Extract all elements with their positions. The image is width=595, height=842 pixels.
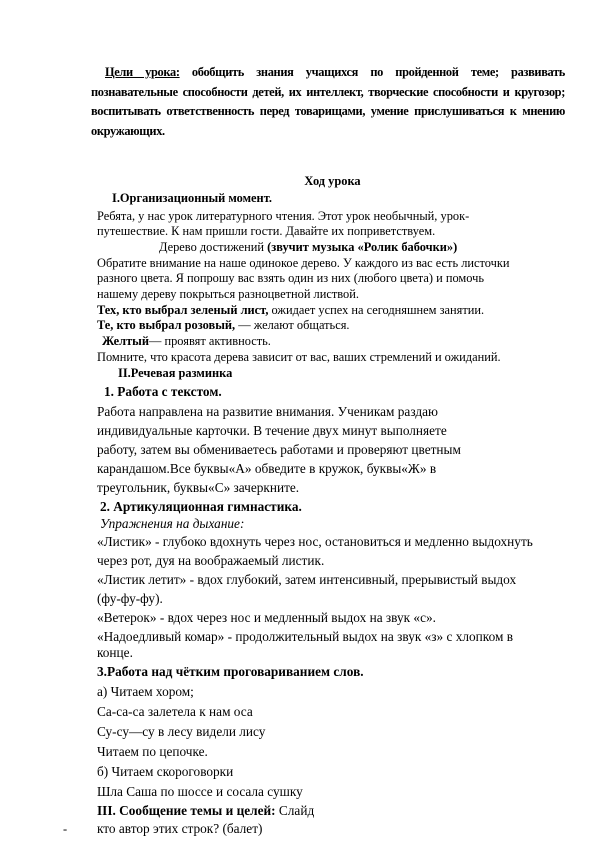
pink-leaf-text: — желают общаться. xyxy=(235,318,350,332)
lesson-goals xyxy=(91,63,565,141)
exercise-leaf-line2: через рот, дуя на воображаемый листик. xyxy=(97,553,325,568)
achievement-tree-label: Дерево достижений xyxy=(159,240,268,254)
exercise-flying-leaf-line1: «Листик летит» - вдох глубокий, затем интенсивный, прерывистый выдох xyxy=(97,572,517,587)
tongue-twisters-label: б) Читаем скороговорки xyxy=(97,764,234,779)
tree-closing-line: Помните, что красота дерева зависит от вас, ваших стремлений и ожиданий. xyxy=(97,350,501,364)
text-work-line5: треугольник, буквы«С» зачеркните. xyxy=(97,480,300,495)
tree-instructions-line3: нашему дереву покрыться разноцветной листвой. xyxy=(97,287,359,301)
section1-title: I.Организационный момент. xyxy=(112,191,272,205)
pronunciation-phrase-fox: Су-су—су в лесу видели лису xyxy=(97,724,266,739)
exercise-mosquito-line2: конце. xyxy=(97,645,133,660)
text-work-title: 1. Работа с текстом. xyxy=(104,384,222,399)
pronunciation-chorus: а) Читаем хором; xyxy=(97,684,194,699)
text-work-line1: Работа направлена на развитие внимания. Ученикам раздаю xyxy=(97,404,438,419)
articulation-title: 2. Артикуляционная гимнастика. xyxy=(100,499,302,514)
lesson-heading: Ход урока xyxy=(304,174,361,188)
list-bullet: - xyxy=(63,822,68,836)
yellow-leaf-label: Желтый xyxy=(102,334,149,348)
tree-instructions-line1: Обратите внимание на наше одинокое дерево. У каждого из вас есть листочки xyxy=(97,256,510,270)
pronunciation-chain-reading: Читаем по цепочке. xyxy=(97,744,208,759)
section2-title: II.Речевая разминка xyxy=(118,366,233,380)
exercise-breeze: «Ветерок» - вдох через нос и медленный выдох на звук «с». xyxy=(97,610,436,625)
pronunciation-title: 3.Работа над чётким проговариванием слов. xyxy=(97,664,364,679)
author-question: кто автор этих строк? (балет) xyxy=(97,821,263,836)
music-cue: (звучит музыка «Ролик бабочки») xyxy=(267,240,458,254)
green-leaf-label: Тех, кто выбрал зеленый лист, xyxy=(97,303,269,317)
text-work-line3: работу, затем вы обмениваетесь работами и проверяют цветным xyxy=(97,442,461,457)
section3-title-line xyxy=(97,804,314,818)
green-leaf-line xyxy=(97,303,484,317)
yellow-leaf-line xyxy=(102,334,271,348)
section3-title: III. Сообщение темы и целей: xyxy=(97,803,276,818)
goals-text: обобщить знания учащихся по пройденной теме; развивать познавательные способности детей, их интеллект, творческие способности и кругозор; воспитывать ответственность перед товарищами, умение прислушиваться к мнению окружающих. xyxy=(91,65,566,138)
section3-slide: Слайд xyxy=(275,803,315,818)
tree-instructions-line2: разного цвета. Я попрошу вас взять один из них (любого цвета) и помочь xyxy=(97,271,485,285)
text-work-line2: индивидуальные карточки. В течение двух минут выполняете xyxy=(97,423,447,438)
achievement-tree-line xyxy=(159,240,457,254)
tongue-twister-sasha: Шла Саша по шоссе и сосала сушку xyxy=(97,784,303,799)
pink-leaf-label: Те, кто выбрал розовый, xyxy=(97,318,236,332)
goals-label: Цели урока: xyxy=(105,65,180,79)
breathing-exercises-label: Упражнения на дыхание: xyxy=(100,516,245,531)
green-leaf-text: ожидает успех на сегодняшнем занятии. xyxy=(268,303,485,317)
section1-intro-line2: путешествие. К нам пришли гости. Давайте их поприветствуем. xyxy=(97,224,436,238)
section1-intro-line1: Ребята, у нас урок литературного чтения. Этот урок необычный, урок- xyxy=(97,209,470,223)
text-work-line4: карандашом.Все буквы«А» обведите в кружок, буквы«Ж» в xyxy=(97,461,437,476)
exercise-leaf-line1: «Листик» - глубоко вдохнуть через нос, остановиться и медленно выдохнуть xyxy=(97,534,533,549)
exercise-flying-leaf-line2: (фу-фу-фу). xyxy=(97,591,163,606)
exercise-mosquito-line1: «Надоедливый комар» - продолжительный выдох на звук «з» с хлопком в xyxy=(97,629,513,644)
yellow-leaf-text: — проявят активность. xyxy=(148,334,271,348)
pink-leaf-line xyxy=(97,318,350,332)
pronunciation-phrase-wasp: Са-са-са залетела к нам оса xyxy=(97,704,253,719)
